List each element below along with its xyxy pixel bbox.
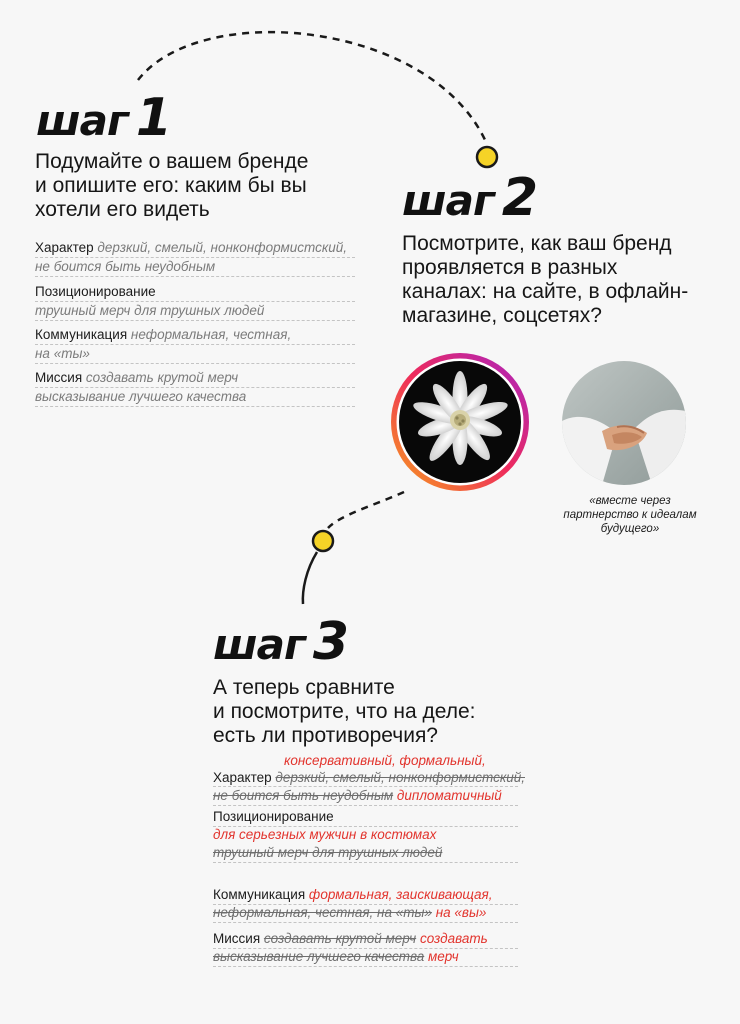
row-new-value: мерч xyxy=(428,949,459,964)
row-label: Позиционирование xyxy=(213,809,334,824)
row-label: Характер xyxy=(213,770,272,785)
connector-curve-1-2 xyxy=(138,32,486,142)
row-old-value: создавать крутой мерч xyxy=(263,931,417,946)
row-note: неформальная, честная, xyxy=(130,327,292,342)
step2-title xyxy=(402,168,538,228)
instagram-avatar xyxy=(390,352,530,492)
row-note: не боится быть неудобным xyxy=(35,259,216,274)
step1-heading-line: хотели его видеть xyxy=(35,198,210,221)
step2-heading xyxy=(402,232,732,328)
row-label: Коммуникация xyxy=(35,327,128,342)
caption-line: «вместе через xyxy=(589,495,671,507)
step3-heading-line: есть ли противоречия? xyxy=(213,724,438,747)
step3-title xyxy=(213,612,349,672)
row-note: трушный мерч для трушных людей xyxy=(35,303,265,318)
row-old-value: трушный мерч для трушных людей xyxy=(213,845,443,860)
row-new-value: на «вы» xyxy=(435,905,487,920)
step3-number: 3 xyxy=(312,612,349,672)
step1-heading-line: Подумайте о вашем бренде xyxy=(35,150,309,173)
step1-title xyxy=(36,88,172,148)
row-note: высказывание лучшего качества xyxy=(35,389,247,404)
connector-dot-3 xyxy=(313,531,333,551)
row-new-value: формальная, заискивающая, xyxy=(308,887,493,902)
step1-heading xyxy=(35,150,365,222)
row-old-value: неформальная, честная, на «ты» xyxy=(213,905,432,920)
row-old-value: не боится быть неудобным xyxy=(213,788,394,803)
step2-heading-line: Посмотрите, как ваш бренд xyxy=(402,232,672,255)
row-note: создавать крутой мерч xyxy=(85,370,239,385)
step2-heading-line: проявляется в разных xyxy=(402,256,618,279)
step1-heading-line: и опишите его: каким бы вы xyxy=(35,174,307,197)
handshake-caption xyxy=(550,494,710,536)
step3-heading-line: и посмотрите, что на деле: xyxy=(213,700,476,723)
row-new-value: создавать xyxy=(419,931,488,946)
row-note: дерзкий, смелый, нонконформистский, xyxy=(97,240,347,255)
step2-heading-line: магазине, соцсетях? xyxy=(402,304,602,327)
row-label: Позиционирование xyxy=(35,284,156,299)
connector-dot-2 xyxy=(477,147,497,167)
step1-number: 1 xyxy=(135,88,172,148)
connector-line-to-step3 xyxy=(303,552,317,604)
row-label: Миссия xyxy=(35,370,83,385)
caption-line: будущего» xyxy=(600,523,660,535)
step2-heading-line: каналах: на сайте, в офлайн- xyxy=(402,280,689,303)
row-label: Характер xyxy=(35,240,94,255)
step3-word: шаг xyxy=(213,620,305,669)
row-label: Миссия xyxy=(213,931,261,946)
row-new-value: консервативный, формальный, xyxy=(284,753,486,768)
row-new-value: дипломатичный xyxy=(396,788,502,803)
step3-heading-line: А теперь сравните xyxy=(213,676,395,699)
row-note: на «ты» xyxy=(35,346,90,361)
row-old-value: дерзкий, смелый, нонконформистский, xyxy=(275,770,525,785)
connector-curve-2-3 xyxy=(328,492,404,528)
caption-line: партнерство к идеалам xyxy=(563,509,697,521)
row-label: Коммуникация xyxy=(213,887,306,902)
step3-heading xyxy=(213,676,533,748)
handshake-photo xyxy=(562,361,686,485)
row-new-value: для серьезных мужчин в костюмах xyxy=(213,827,437,842)
step2-number: 2 xyxy=(501,168,538,228)
row-old-value: высказывание лучшего качества xyxy=(213,949,425,964)
step2-word: шаг xyxy=(402,176,494,225)
step1-word: шаг xyxy=(36,96,128,145)
